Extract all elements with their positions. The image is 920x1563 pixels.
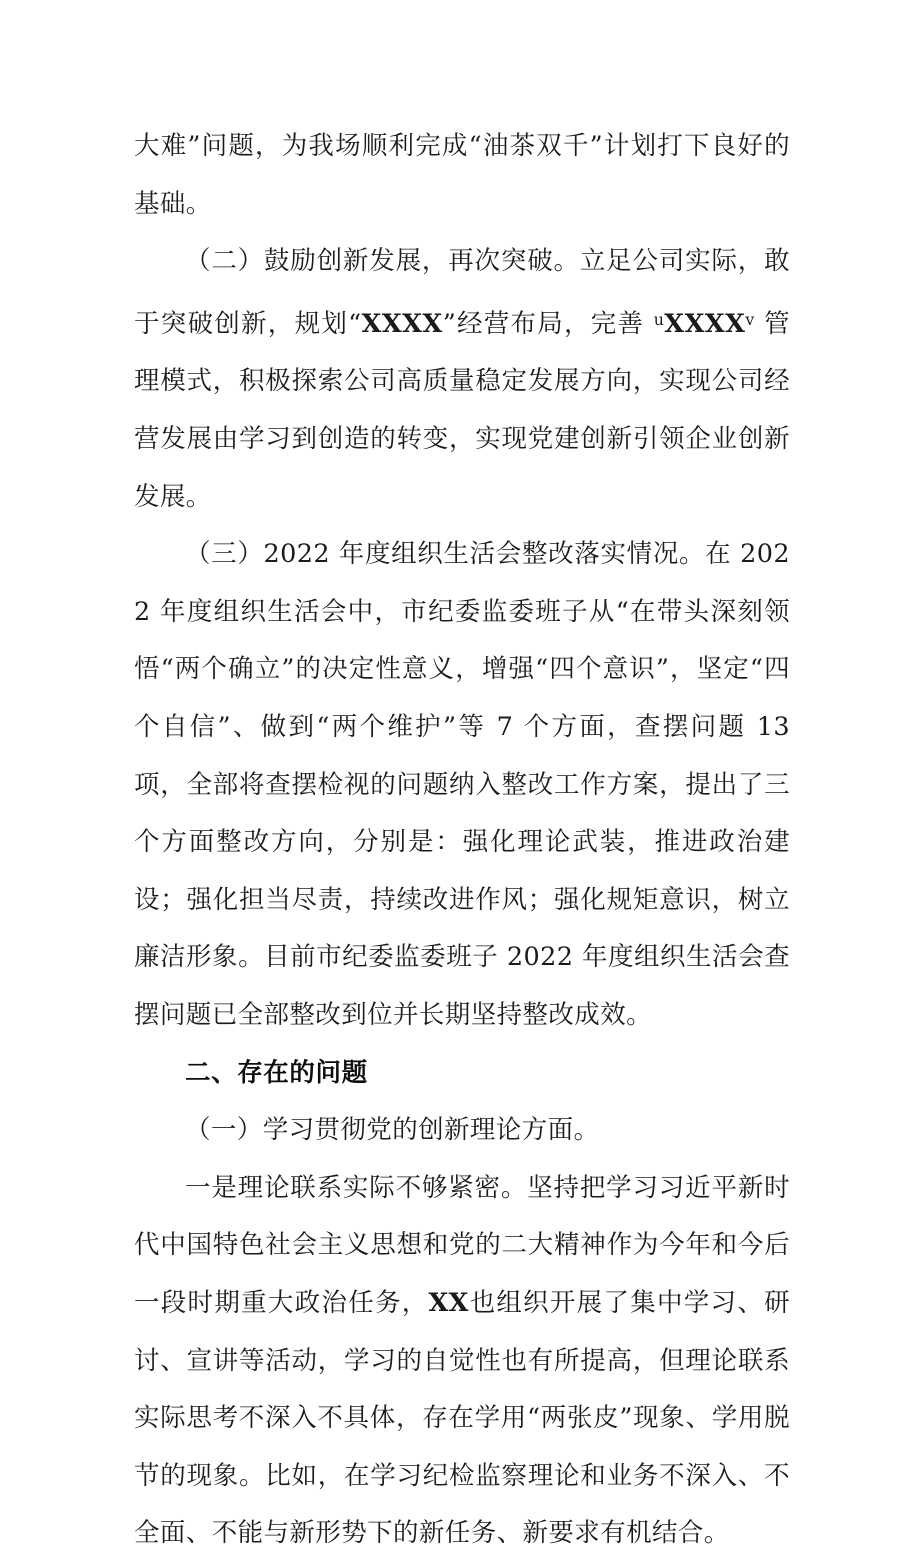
quote-close-superscript: v bbox=[745, 309, 755, 329]
paragraph-point-one bbox=[134, 1160, 790, 1563]
redacted-mark-one: XXXX bbox=[361, 308, 443, 339]
section-two-text-lead: （二）鼓励创新发展，再次突破。立足公司实际，敢于突破创新，规划“ bbox=[134, 246, 790, 339]
redacted-mark-two: XXXX bbox=[664, 308, 746, 339]
quote-open-superscript: u bbox=[653, 309, 665, 329]
subheading-theory-study: （一）学习贯彻党的创新理论方面。 bbox=[185, 1115, 600, 1146]
document-body bbox=[134, 118, 790, 1563]
heading-existing-problems: 二、存在的问题 bbox=[185, 1057, 368, 1088]
point-one-text-tail: 也组织开展了集中学习、研讨、宣讲等活动，学习的自觉性也有所提高，但理论联系实际思考不深入不具体，存在学用“两张皮”现象、学用脱节的现象。比如，在学习纪检监察理论和业务不深入、不全面、不能与新形势下的新任务、新要求有机结合。 bbox=[134, 1287, 790, 1549]
paragraph-section-two bbox=[134, 233, 790, 526]
section-two-text-tail: 管理模式，积极探索公司高质量稳定发展方向，实现公司经营发展由学习到创造的转变，实现党建创新引领企业创新发展。 bbox=[134, 308, 791, 512]
paragraph-continuation: 大难”问题，为我场顺利完成“油茶双千”计划打下良好的基础。 bbox=[134, 131, 790, 219]
section-two-text-middle: ”经营布局，完善 bbox=[442, 308, 654, 339]
redacted-org-mark: XX bbox=[428, 1287, 469, 1318]
paragraph-section-three: （三）2022 年度组织生活会整改落实情况。在 2022 年度组织生活会中，市纪委监委班子从“在带头深刻领悟“两个确立”的决定性意义，增强“四个意识”，坚定“四个自信”、做到“两个维护”等 7 个方面，查摆问题 13 项，全部将查摆检视的问题纳入整改工作方案，提出了三个方面整改方向，分别是：强化理论武装，推进政治建设；强化担当尽责，持续改进作风；强化规矩意识，树立廉洁形象。目前市纪委监委班子 2022 年度组织生活会查摆问题已全部整改到位并长期坚持整改成效。 bbox=[134, 539, 790, 1031]
point-one-text-lead: 一是理论联系实际不够紧密。坚持把学习习近平新时代中国特色社会主义思想和党的二大精神作为今年和今后一段时期重大政治任务， bbox=[134, 1172, 790, 1318]
